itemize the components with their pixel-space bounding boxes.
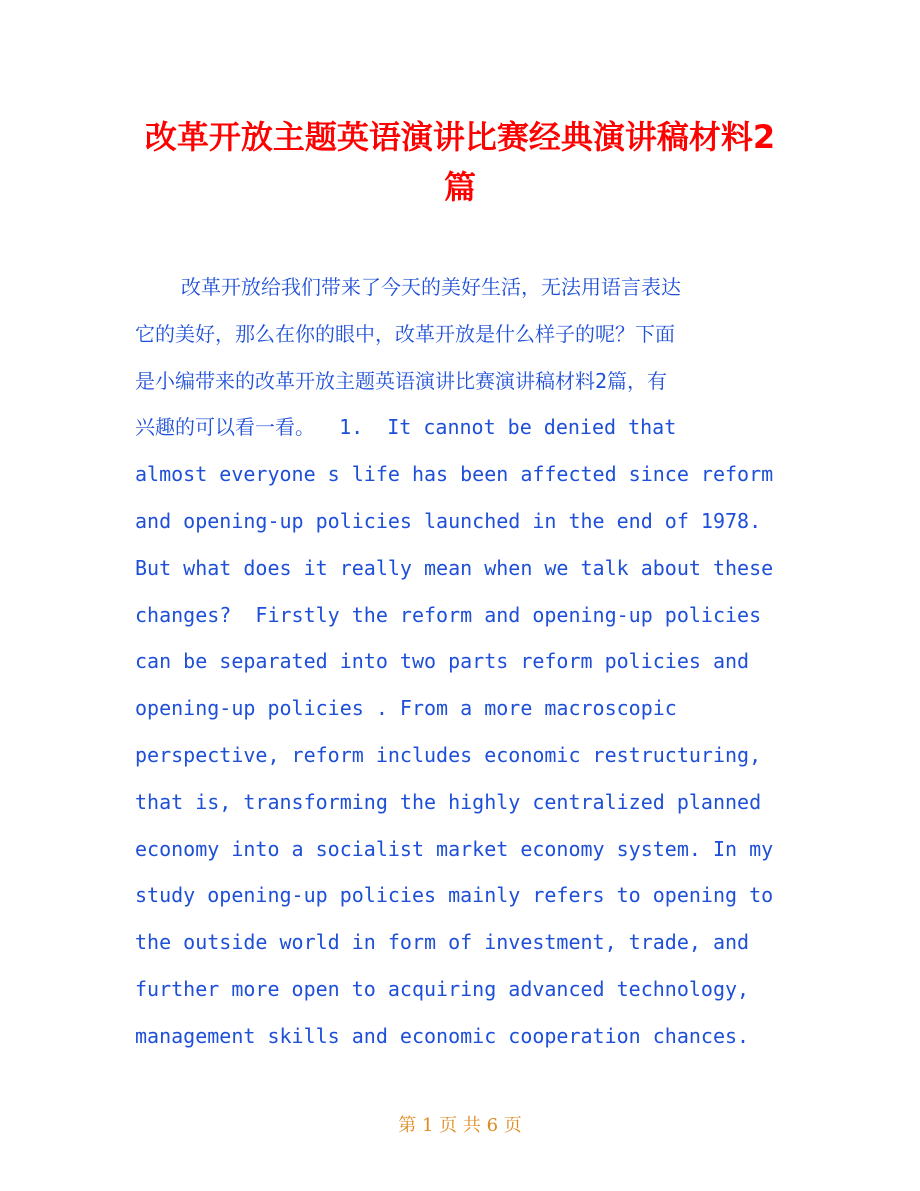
title-line-1: 改革开放主题英语演讲比赛经典演讲稿材料2 bbox=[144, 118, 776, 156]
body-line-12: that is, transforming the highly centralized planned bbox=[135, 789, 762, 814]
body-line-17: management skills and economic cooperation chances. bbox=[135, 1023, 750, 1048]
title-line-2: 篇 bbox=[443, 168, 476, 206]
body-line-4: 兴趣的可以看一看。 1. It cannot be denied that bbox=[135, 415, 677, 440]
body-line-14: study opening-up policies mainly refers to opening to bbox=[135, 883, 774, 908]
body-line-16: further more open to acquiring advanced technology, bbox=[135, 976, 750, 1001]
body-line-15: the outside world in form of investment, trade, and bbox=[135, 930, 750, 955]
body-paragraph bbox=[135, 264, 785, 1060]
body-line-13: economy into a socialist market economy system. In my bbox=[135, 836, 774, 861]
page-number-footer: 第 1 页 共 6 页 bbox=[398, 1115, 522, 1136]
body-line-9: can be separated into two parts reform policies and bbox=[135, 649, 750, 674]
body-line-10: opening-up policies . From a more macroscopic bbox=[135, 696, 677, 721]
body-line-11: perspective, reform includes economic restructuring, bbox=[135, 742, 762, 767]
body-line-8: changes? Firstly the reform and opening-up policies bbox=[135, 602, 762, 627]
body-line-3: 是小编带来的改革开放主题英语演讲比赛演讲稿材料2篇，有 bbox=[135, 368, 668, 393]
body-line-5: almost everyone s life has been affected since reform bbox=[135, 462, 774, 487]
body-line-6: and opening-up policies launched in the end of 1978. bbox=[135, 508, 762, 533]
document-title bbox=[120, 112, 800, 212]
body-line-1: 改革开放给我们带来了今天的美好生活，无法用语言表达 bbox=[181, 275, 681, 299]
body-line-7: But what does it really mean when we talk about these bbox=[135, 555, 774, 580]
body-line-2: 它的美好，那么在你的眼中，改革开放是什么样子的呢？下面 bbox=[135, 321, 675, 346]
